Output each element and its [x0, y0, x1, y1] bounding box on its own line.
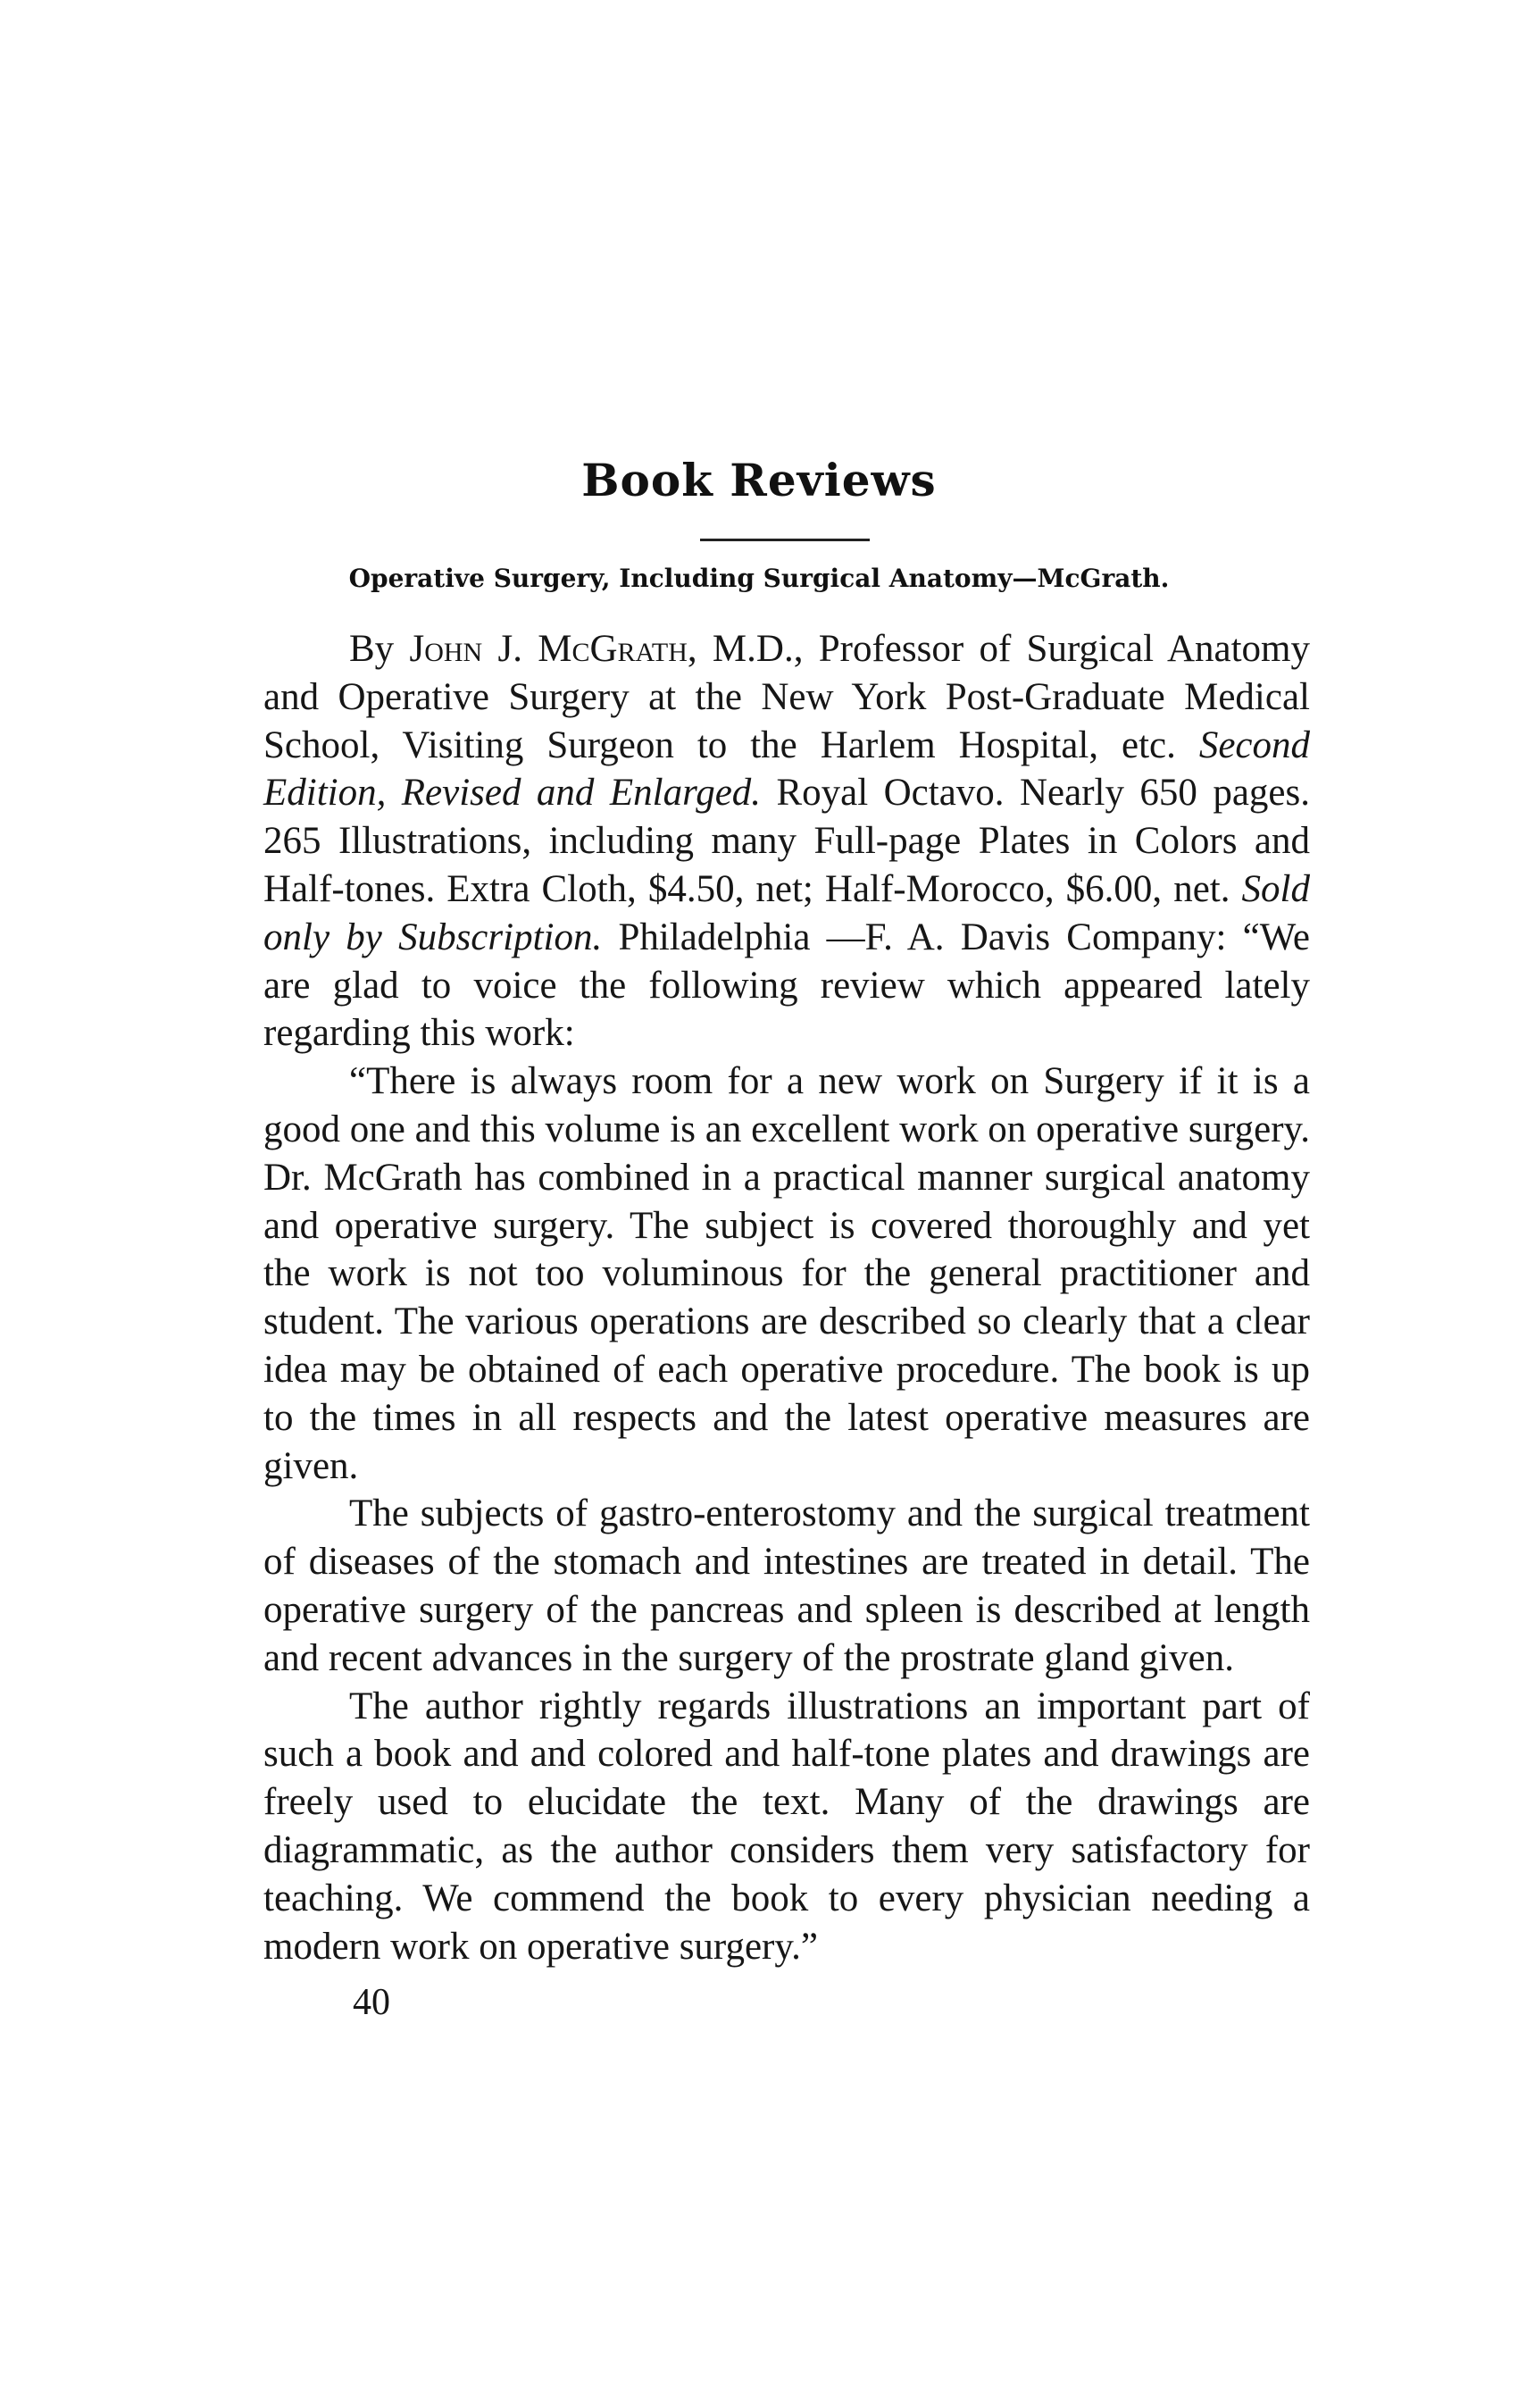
review-body: [263, 625, 1310, 1970]
page-number: 40: [353, 1982, 390, 2023]
page-heading: Book Reviews: [581, 454, 937, 506]
citation-by: By: [349, 628, 395, 670]
review-paragraph-3: The author rightly regards illustrations an important part of such a book and and colored and half-tone plates and drawings are freely used to elucidate the text. Many of the drawings are diagrammatic, as the author considers them very satisfactory for teaching. We commend the book to every physician needing a modern work on operative surgery.”: [263, 1685, 1310, 1968]
citation-author: John J. McGrath: [409, 628, 688, 670]
citation-publisher: Philadelphia —F. A. Davis Company: “We are glad to voice the following review which appeared lately regarding this work:: [263, 916, 1310, 1055]
citation-edition: Second Edition, Revised and Enlarged.: [263, 723, 1310, 815]
citation-subscription: Sold only by Subscription.: [263, 867, 1310, 958]
citation-credentials: , M.D., Professor of Surgical Anatomy and Operative Surgery at the New York Post-Graduate Medical School, Visiting Surgeon to the Harlem Hospital, etc.: [263, 628, 1311, 766]
heading-rule: [700, 539, 870, 541]
citation-details: Royal Octavo. Nearly 650 pages. 265 Illustrations, including many Full-page Plates in Colors and Half-tones. Extra Cloth, $4.50, net; Half-Morocco, $6.00, net.: [263, 772, 1310, 910]
citation-paragraph: [263, 625, 1310, 1058]
review-paragraph-1: “There is always room for a new work on Surgery if it is a good one and this volume is an excellent work on operative surgery. Dr. McGrath has combined in a practical manner surgical anatomy and operative surgery. The subject is covered thoroughly and yet the work is not too voluminous for the general practitioner and student. The various operations are described so clearly that a clear idea may be obtained of each operative procedure. The book is up to the times in all respects and the latest operative measures are given.: [263, 1060, 1310, 1487]
review-subtitle: Operative Surgery, Including Surgical Anatomy—McGrath.: [348, 564, 1170, 593]
review-paragraph-2: The subjects of gastro-enterostomy and the surgical treatment of diseases of the stomach and intestines are treated in detail. The operative surgery of the pancreas and spleen is described at length and recent advances in the surgery of the prostrate gland given.: [263, 1492, 1310, 1679]
